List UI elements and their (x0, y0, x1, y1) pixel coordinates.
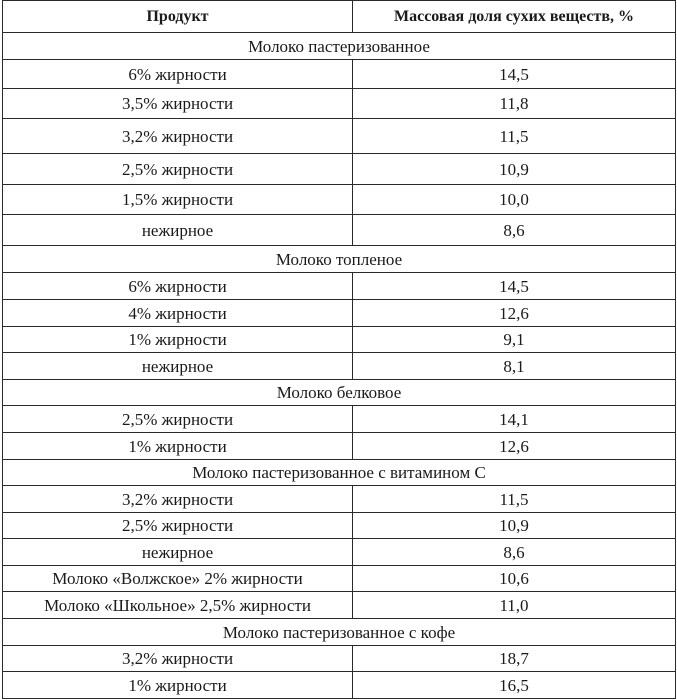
table-row (3, 592, 676, 619)
product-cell: 1% жирности (3, 672, 353, 699)
product-cell: 2,5% жирности (3, 406, 353, 433)
product-cell: 1% жирности (3, 433, 353, 460)
group-title: Молоко пастеризованное с витамином С (3, 460, 676, 486)
table-row (3, 646, 676, 672)
header-dry-matter: Массовая доля сухих веществ, % (353, 1, 676, 33)
product-cell: 2,5% жирности (3, 513, 353, 539)
value-cell: 11,5 (353, 486, 676, 513)
value-cell: 8,6 (353, 539, 676, 566)
table-row (3, 486, 676, 513)
value-cell: 14,5 (353, 60, 676, 89)
value-cell: 11,8 (353, 89, 676, 119)
value-cell: 10,9 (353, 513, 676, 539)
group-title-row (3, 33, 676, 60)
table-row (3, 433, 676, 460)
group-title-row (3, 619, 676, 646)
product-cell: 3,2% жирности (3, 646, 353, 672)
product-cell: 4% жирности (3, 300, 353, 327)
table-row (3, 513, 676, 539)
table-row (3, 672, 676, 699)
product-cell: нежирное (3, 539, 353, 566)
group-title: Молоко пастеризованное (3, 33, 676, 60)
group-title-row (3, 246, 676, 273)
product-cell: 1,5% жирности (3, 185, 353, 215)
table-row (3, 273, 676, 300)
table-row (3, 327, 676, 353)
group-title-row (3, 460, 676, 486)
table-row (3, 353, 676, 380)
table-row (3, 185, 676, 215)
header-product: Продукт (3, 1, 353, 33)
table-row (3, 539, 676, 566)
value-cell: 14,5 (353, 273, 676, 300)
product-cell: Молоко «Школьное» 2,5% жирности (3, 592, 353, 619)
table-row (3, 154, 676, 185)
group-title-row (3, 380, 676, 406)
dry-matter-table (2, 0, 676, 699)
product-cell: 6% жирности (3, 273, 353, 300)
table-row (3, 300, 676, 327)
value-cell: 10,9 (353, 154, 676, 185)
product-cell: Молоко «Волжское» 2% жирности (3, 566, 353, 592)
value-cell: 9,1 (353, 327, 676, 353)
value-cell: 18,7 (353, 646, 676, 672)
table-row (3, 406, 676, 433)
table-row (3, 215, 676, 246)
product-cell: 3,2% жирности (3, 486, 353, 513)
product-cell: нежирное (3, 353, 353, 380)
group-title: Молоко пастеризованное с кофе (3, 619, 676, 646)
value-cell: 8,6 (353, 215, 676, 246)
value-cell: 10,6 (353, 566, 676, 592)
value-cell: 10,0 (353, 185, 676, 215)
table-row (3, 566, 676, 592)
value-cell: 11,5 (353, 119, 676, 154)
value-cell: 12,6 (353, 300, 676, 327)
table-row (3, 89, 676, 119)
value-cell: 14,1 (353, 406, 676, 433)
product-cell: 6% жирности (3, 60, 353, 89)
table-row (3, 60, 676, 89)
value-cell: 8,1 (353, 353, 676, 380)
value-cell: 12,6 (353, 433, 676, 460)
product-cell: 2,5% жирности (3, 154, 353, 185)
value-cell: 11,0 (353, 592, 676, 619)
group-title: Молоко белковое (3, 380, 676, 406)
table-row (3, 119, 676, 154)
product-cell: 1% жирности (3, 327, 353, 353)
value-cell: 16,5 (353, 672, 676, 699)
product-cell: нежирное (3, 215, 353, 246)
product-cell: 3,2% жирности (3, 119, 353, 154)
header-row (3, 1, 676, 33)
product-cell: 3,5% жирности (3, 89, 353, 119)
group-title: Молоко топленое (3, 246, 676, 273)
